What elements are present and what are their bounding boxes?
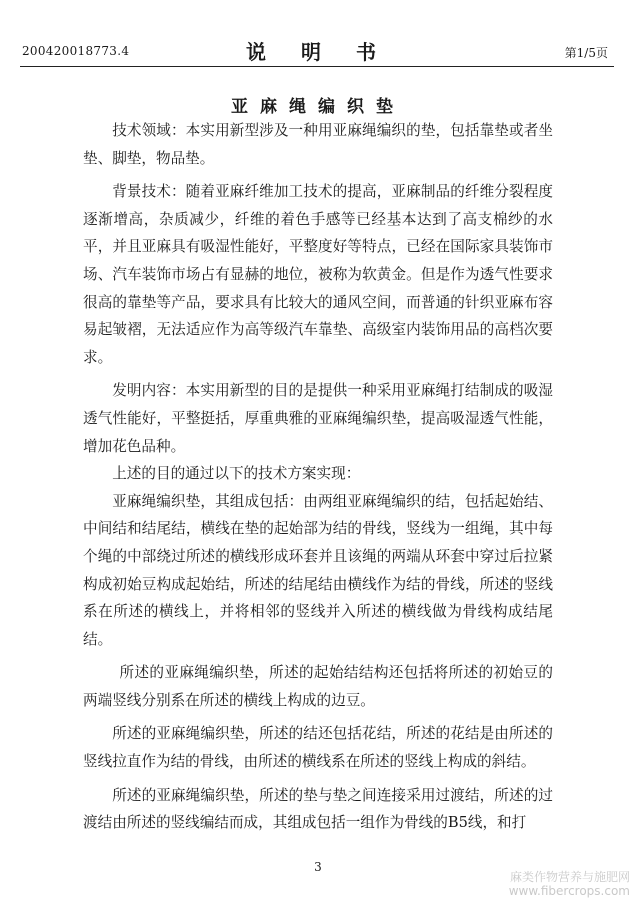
- document-title: 亚麻绳编织垫: [231, 97, 405, 117]
- document-type-heading: 说 明 书: [246, 40, 390, 64]
- page-indicator: 第1/5页: [564, 46, 608, 60]
- paragraph-invention-content: 发明内容：本实用新型的目的是提供一种采用亚麻绳打结制成的吸湿透气性能好，平整挺括，厚重典雅的亚麻绳编织垫，提高吸湿透气性能，增加花色品种。: [83, 382, 553, 455]
- paragraph-edge-bean: 所述的亚麻绳编织垫，所述的起始结结构还包括将所述的初始豆的两端竖线分别系在所述的横线上构成的边豆。: [83, 664, 553, 709]
- watermark-site-name: 麻类作物营养与施肥网: [509, 870, 630, 884]
- header-divider: [20, 66, 614, 67]
- page-number: 3: [314, 860, 322, 874]
- paragraph-transition-knot: 所述的亚麻绳编织垫，所述的垫与垫之间连接采用过渡结，所述的过渡结由所述的竖线编结而成，其组成包括一组作为骨线的B5线，和打: [83, 786, 553, 832]
- paragraph-scheme-intro: 上述的目的通过以下的技术方案实现：: [112, 465, 361, 483]
- document-number: 200420018773.4: [22, 44, 130, 58]
- paragraph-flower-knot: 所述的亚麻绳编织垫，所述的结还包括花结，所述的花结是由所述的竖线拉直作为结的骨线，由所述的横线系在所述的竖线上构成的斜结。: [83, 725, 553, 771]
- paragraph-background: 背景技术：随着亚麻纤维加工技术的提高，亚麻制品的纤维分裂程度逐渐增高，杂质减少，纤维的着色手感等已经基本达到了高支棉纱的水平，并且亚麻具有吸湿性能好，平整度好等特点，已经在国际家具装饰市场、汽车装饰市场占有显赫的地位，被称为软黄金。但是作为透气性要求很高的靠垫等产品，要求具有比较大的通风空间，而普通的针织亚麻布容易起皱褶，无法适应作为高等级汽车靠垫、高级室内装饰用品的高档次要求。: [83, 183, 553, 366]
- paragraph-technical-field: 技术领域：本实用新型涉及一种用亚麻绳编织的垫，包括靠垫或者坐垫、脚垫，物品垫。: [83, 122, 553, 167]
- paragraph-composition: 亚麻绳编织垫，其组成包括：由两组亚麻绳编织的结，包括起始结、中间结和结尾结，横线在垫的起始部为结的骨线，竖线为一组绳，其中每个绳的中部绕过所述的横线形成环套并且该绳的两端从环套中穿过后拉紧构成初始豆构成起始结，所述的结尾结由横线作为结的骨线，所述的竖线系在所述的横线上，并将相邻的竖线并入所述的横线做为骨线构成结尾结。: [83, 492, 553, 648]
- watermark-url: www.fibercrops.com: [508, 884, 630, 898]
- document-body: [83, 117, 553, 837]
- watermark: [509, 870, 630, 898]
